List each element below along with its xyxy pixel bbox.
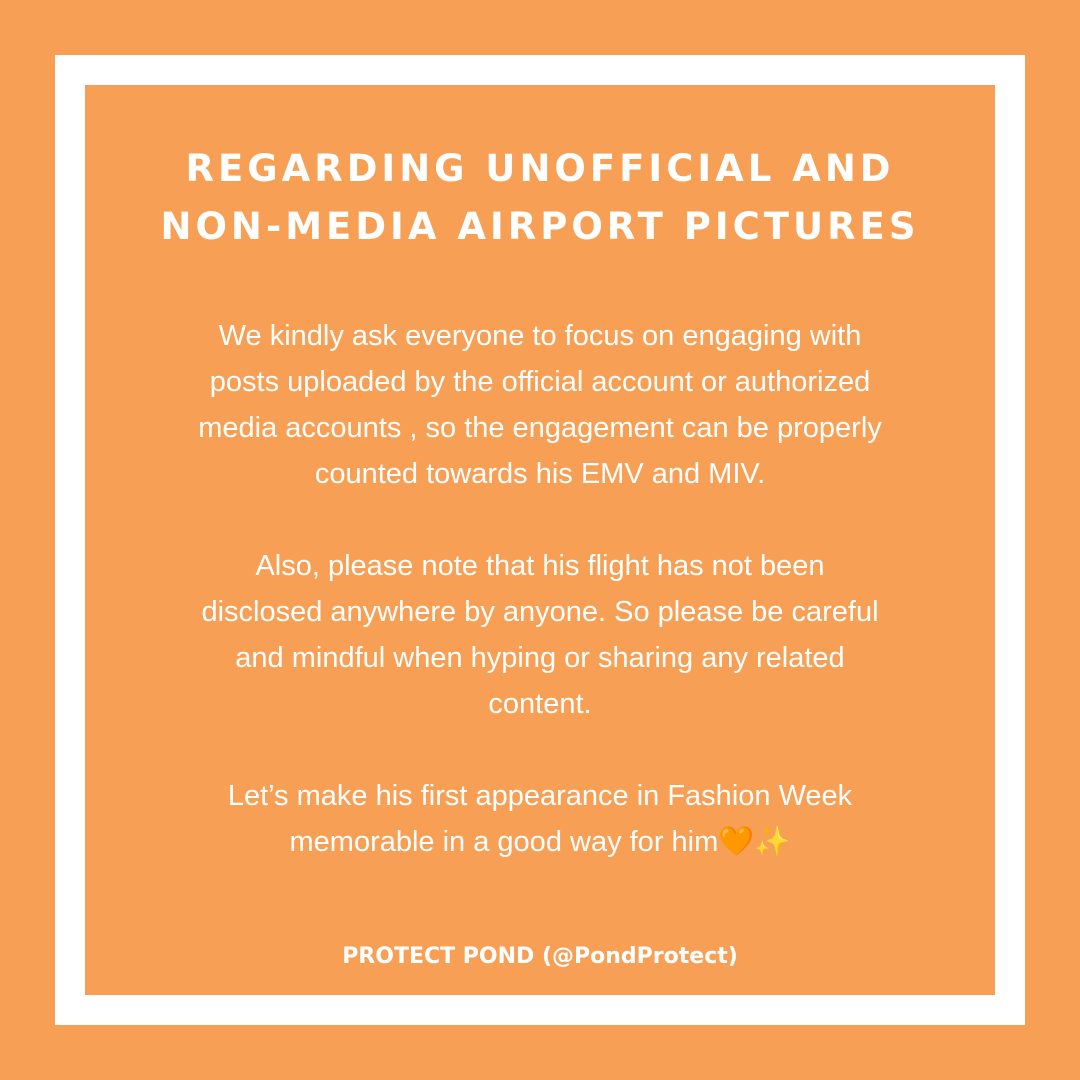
- paragraph-line: We kindly ask everyone to focus on engaging with: [218, 320, 862, 352]
- paragraph-line: media accounts , so the engagement can be properly: [198, 412, 882, 444]
- paragraph-line: Let’s make his first appearance in Fashion Week: [227, 780, 853, 812]
- paragraph-line: disclosed anywhere by anyone. So please be careful: [201, 596, 879, 628]
- paragraph-flight-notice: [85, 543, 995, 727]
- heading-line-2: NON-MEDIA AIRPORT PICTURES: [160, 205, 920, 248]
- message-body: [85, 313, 995, 865]
- paragraph-closing: [85, 773, 995, 865]
- paragraph-line: and mindful when hyping or sharing any related: [235, 642, 845, 674]
- heading-line-1: REGARDING UNOFFICIAL AND: [185, 147, 895, 190]
- paragraph-engagement: [85, 313, 995, 497]
- paragraph-line: Also, please note that his flight has not been: [255, 550, 825, 582]
- signature-handle: PROTECT POND (@PondProtect): [342, 944, 738, 969]
- paragraph-line: memorable in a good way for him🧡✨: [289, 826, 791, 858]
- paragraph-line: content.: [488, 688, 592, 720]
- paragraph-line: posts uploaded by the official account or authorized: [209, 366, 871, 398]
- paragraph-line: counted towards his EMV and MIV.: [314, 458, 766, 490]
- heading: [85, 140, 995, 256]
